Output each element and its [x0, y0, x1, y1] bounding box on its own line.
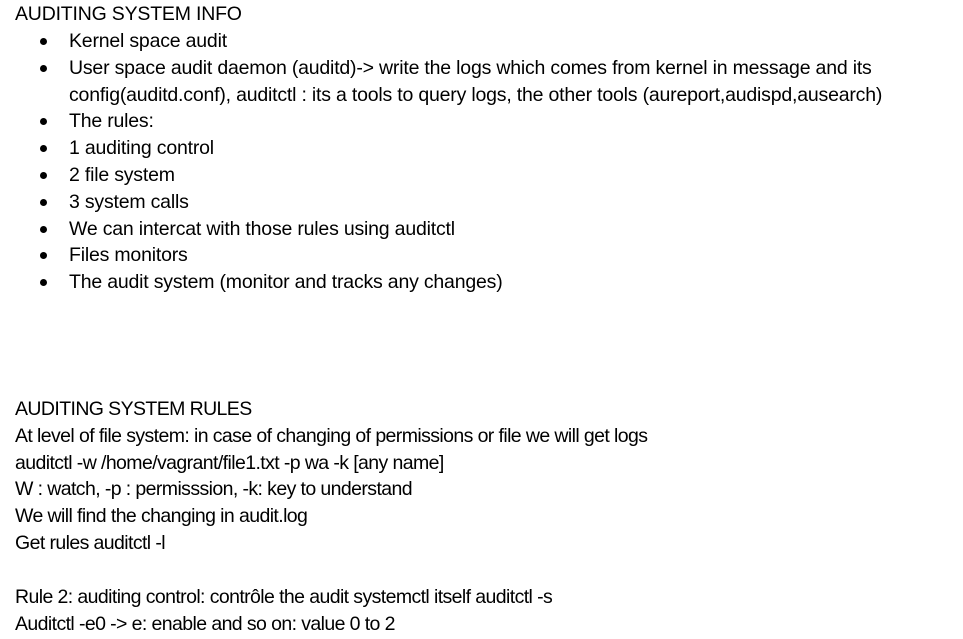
bullet-icon — [40, 38, 47, 45]
list-item-text-continuation: config(auditd.conf), auditctl : its a tools to query logs, the other tools (aureport,audispd,ausearch) — [69, 83, 883, 106]
info-heading: AUDITING SYSTEM INFO — [15, 3, 242, 25]
list-item-text: 2 file system — [69, 163, 175, 186]
list-item-text: 3 system calls — [69, 190, 189, 213]
rule2-line: Auditctl -e0 -> e: enable and so on: value 0 to 2 — [15, 613, 395, 635]
rules-heading: AUDITING SYSTEM RULES — [15, 398, 252, 420]
bullet-icon — [40, 199, 47, 206]
list-item-text: 1 auditing control — [69, 137, 214, 160]
list-item — [0, 269, 882, 296]
bullet-icon — [40, 252, 47, 259]
rules-line: Get rules auditctl -l — [15, 532, 165, 554]
list-item — [0, 162, 882, 189]
info-bullet-list — [0, 28, 882, 296]
list-item — [0, 242, 882, 269]
bullet-icon — [40, 226, 47, 233]
list-item — [0, 216, 882, 243]
rules-line: We will find the changing in audit.log — [15, 505, 308, 527]
list-item — [0, 189, 882, 216]
list-item — [0, 55, 882, 109]
rules-line: At level of file system: in case of changing of permissions or file we will get logs — [15, 425, 648, 447]
list-item-text: Files monitors — [69, 244, 188, 267]
rules-line: W : watch, -p : permisssion, -k: key to understand — [15, 478, 412, 500]
rules-line: auditctl -w /home/vagrant/file1.txt -p wa -k [any name] — [15, 452, 444, 474]
bullet-icon — [40, 279, 47, 286]
list-item — [0, 28, 882, 55]
bullet-icon — [40, 172, 47, 179]
bullet-icon — [40, 145, 47, 152]
rule2-line: Rule 2: auditing control: contrôle the audit systemctl itself auditctl -s — [15, 586, 553, 608]
bullet-icon — [40, 65, 47, 72]
list-item-text: The audit system (monitor and tracks any changes) — [69, 271, 503, 294]
list-item — [0, 108, 882, 135]
list-item-text: Kernel space audit — [69, 30, 227, 52]
list-item-text: The rules: — [69, 110, 154, 133]
list-item-text: User space audit daemon (auditd)-> write the logs which comes from kernel in message and its — [69, 56, 872, 79]
list-item — [0, 135, 882, 162]
list-item-text: We can intercat with those rules using auditctl — [69, 217, 455, 240]
bullet-icon — [40, 118, 47, 125]
